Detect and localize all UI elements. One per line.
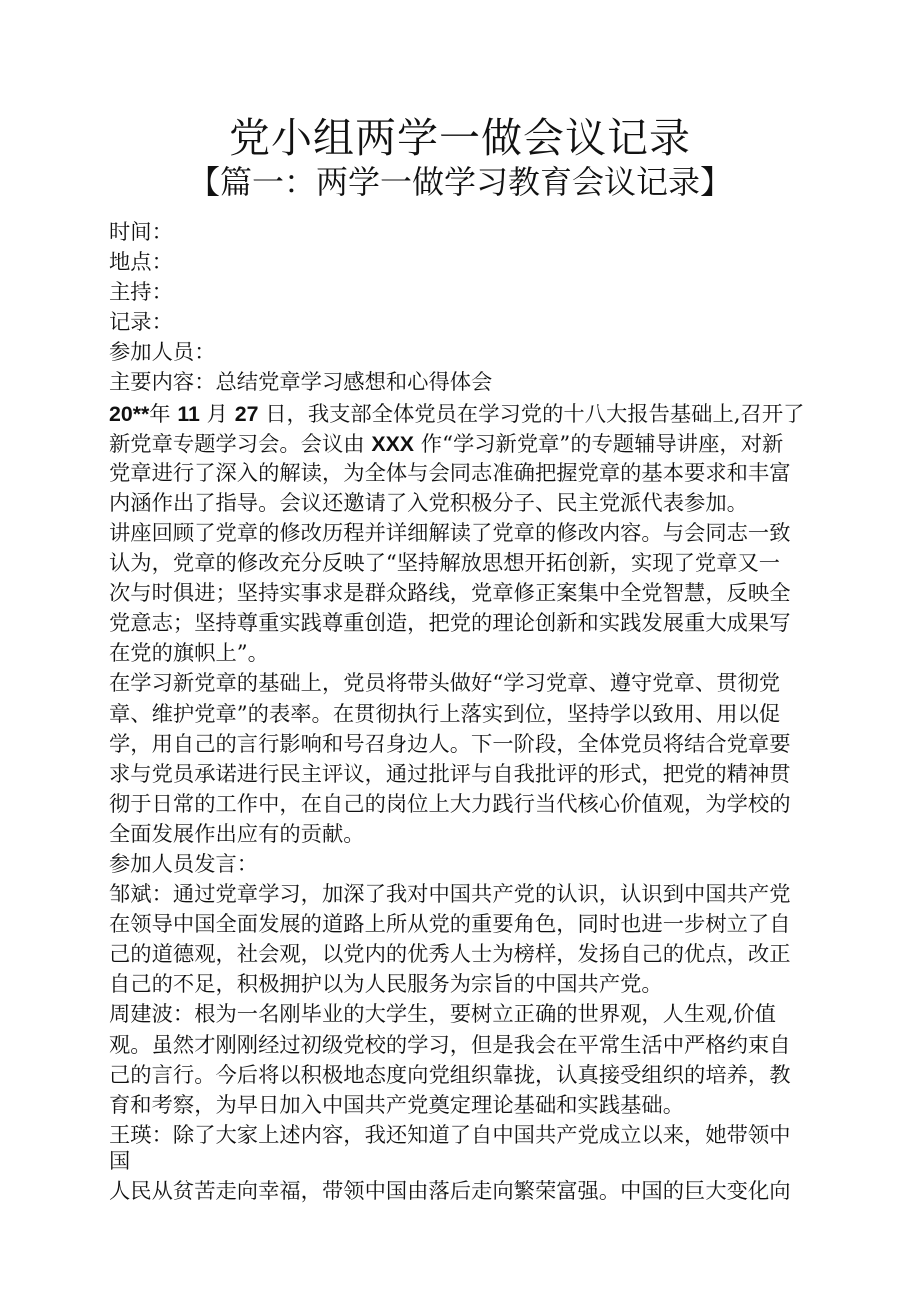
date-day: 27 bbox=[234, 401, 259, 426]
document-title: 党小组两学一做会议记录 bbox=[229, 114, 691, 162]
field-time: 时间： bbox=[109, 220, 173, 245]
field-place: 地点： bbox=[109, 250, 173, 276]
field-attendees: 参加人员： bbox=[109, 340, 216, 366]
paragraph-2-line: 次与时俱进；坚持实事求是群众路线，党章修正案集中全党智慧，反映全 bbox=[109, 581, 791, 607]
paragraph-1-line-3: 党章进行了深入的解读，为全体与会同志准确把握党章的基本要求和丰富 bbox=[109, 460, 791, 486]
paragraph-1-line-2a: 新党章专题学习会。会议由 bbox=[109, 431, 365, 457]
date-month: 11 bbox=[177, 401, 200, 426]
paragraph-1-text: 日，我支部全体党员在学习党的十八大报告基础上,召开了 bbox=[265, 401, 805, 427]
paragraph-2-line: 在党的旗帜上”。 bbox=[109, 641, 269, 667]
speeches-heading: 参加人员发言： bbox=[109, 851, 259, 877]
speech-1-line: 邹斌：通过党章学习，加深了我对中国共产党的认识，认识到中国共产党 bbox=[109, 882, 791, 908]
speech-1-line: 己的道德观，社会观，以党内的优秀人士为榜样，发扬自己的优点，改正 bbox=[109, 942, 791, 968]
document-subtitle: 【篇一：两学一做学习教育会议记录】 bbox=[187, 163, 732, 201]
paragraph-1-line-4: 内涵作出了指导。会议还邀请了入党积极分子、民主党派代表参加。 bbox=[109, 490, 748, 516]
speech-3-line: 国 bbox=[109, 1148, 131, 1174]
paragraph-2-line: 认为，党章的修改充分反映了“坚持解放思想开拓创新，实现了党章又一 bbox=[109, 551, 781, 577]
speech-2-line: 周建波：根为一名刚毕业的大学生，要树立正确的世界观，人生观,价值 bbox=[109, 1002, 776, 1028]
paragraph-1-line-2 bbox=[109, 429, 819, 459]
paragraph-3-line: 在学习新党章的基础上，党员将带头做好“学习党章、遵守党章、贯彻党 bbox=[109, 671, 781, 697]
speaker-placeholder: XXX bbox=[371, 431, 414, 456]
paragraph-3-line: 学，用自己的言行影响和号召身边人。下一阶段，全体党员将结合党章要 bbox=[109, 731, 791, 757]
speech-2-line: 育和考察，为早日加入中国共产党奠定理论基础和实践基础。 bbox=[109, 1092, 685, 1118]
document-body bbox=[109, 218, 819, 1207]
paragraph-3-line: 彻于日常的工作中，在自己的岗位上大力践行当代核心价值观，为学校的 bbox=[109, 791, 791, 817]
paragraph-3-line: 求与党员承诺进行民主评议，通过批评与自我批评的形式，把党的精神贯 bbox=[109, 761, 791, 787]
paragraph-2-line: 党意志；坚持尊重实践尊重创造，把党的理论创新和实践发展重大成果写 bbox=[109, 611, 791, 637]
date-year: 20** bbox=[109, 401, 150, 426]
field-host: 主持： bbox=[109, 280, 173, 306]
paragraph-2-line: 讲座回顾了党章的修改历程并详细解读了党章的修改内容。与会同志一致 bbox=[109, 520, 791, 546]
date-month-unit: 月 bbox=[206, 401, 228, 427]
speech-1-line: 在领导中国全面发展的道路上所从党的重要角色，同时也进一步树立了自 bbox=[109, 912, 791, 938]
field-recorder: 记录： bbox=[109, 310, 173, 336]
field-content: 主要内容：总结党章学习感想和心得体会 bbox=[109, 370, 493, 396]
speech-3-line: 王瑛：除了大家上述内容，我还知道了自中国共产党成立以来，她带领中 bbox=[109, 1122, 791, 1148]
paragraph-1-line-2b: 作“学习新党章”的专题辅导讲座，对新 bbox=[420, 431, 784, 457]
paragraph-3-line: 章、维护党章”的表率。在贯彻执行上落实到位，坚持学以致用、用以促 bbox=[109, 701, 781, 727]
speech-1-line: 自己的不足，积极拥护以为人民服务为宗旨的中国共产党。 bbox=[109, 972, 663, 998]
speech-3-line: 人民从贫苦走向幸福，带领中国由落后走向繁荣富强。中国的巨大变化向 bbox=[109, 1178, 791, 1204]
speech-2-line: 观。虽然才刚刚经过初级党校的学习，但是我会在平常生活中严格约束自 bbox=[109, 1032, 791, 1058]
speech-2-line: 己的言行。今后将以积极地态度向党组织靠拢，认真接受组织的培养，教 bbox=[109, 1062, 791, 1088]
paragraph-1-line-1 bbox=[109, 399, 819, 429]
date-year-unit: 年 bbox=[149, 401, 171, 427]
paragraph-3-line: 全面发展作出应有的贡献。 bbox=[109, 821, 365, 847]
